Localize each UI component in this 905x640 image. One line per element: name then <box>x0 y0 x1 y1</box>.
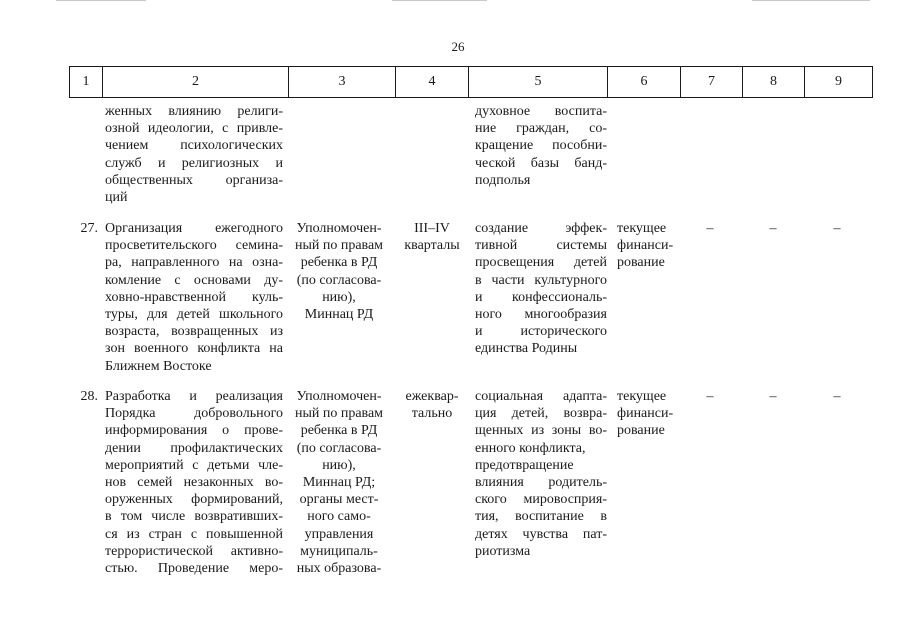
text-line: нов семей незаконных во- <box>105 475 283 491</box>
text-line: тия, воспитание в <box>475 509 607 525</box>
row-col9-value: – <box>833 221 841 236</box>
text-line: кварталы <box>404 238 460 254</box>
text-line: ных образова- <box>296 561 382 577</box>
text-line: ция детей, возвра- <box>475 406 607 422</box>
text-line: ций <box>105 190 128 205</box>
continuation-description <box>105 103 283 189</box>
text-line: служб и религиозных и <box>105 155 283 171</box>
text-line: зон военного конфликта на <box>105 341 283 357</box>
column-header: 6 <box>608 67 681 97</box>
text-line: и конфессиональ- <box>475 289 607 305</box>
text-line: Уполномочен- <box>296 389 382 404</box>
text-line: ского мировосприя- <box>475 492 607 508</box>
text-line: Разработка и реализация <box>105 389 283 404</box>
column-header: 8 <box>743 67 805 97</box>
text-line: озной идеологии, с привле- <box>105 121 283 137</box>
continuation-description-last-line <box>105 189 283 206</box>
text-line: женных влиянию религи- <box>105 104 283 119</box>
text-line: ребенка в РД <box>300 423 378 439</box>
text-line: информирования о прове- <box>105 423 283 439</box>
row-responsible <box>288 220 390 323</box>
text-line: органы мест- <box>299 492 379 508</box>
row-description-last-line <box>105 358 283 375</box>
text-line: ного многообразия <box>475 307 607 323</box>
text-line: текущее <box>617 389 667 404</box>
text-line: нию), <box>322 289 356 305</box>
text-line: тивной системы <box>475 238 607 254</box>
text-line: (по согласова- <box>296 272 382 288</box>
text-line: III–IV <box>414 221 450 236</box>
text-line: муниципаль- <box>300 543 378 559</box>
text-line: финанси- <box>617 406 674 422</box>
column-header: 2 <box>103 67 289 97</box>
text-line: текущее <box>617 221 667 236</box>
text-line: ный по правам <box>294 406 384 422</box>
text-line: возраста, возвращенных из <box>105 324 283 340</box>
text-line: детях чувства пат- <box>475 526 607 542</box>
text-line: финанси- <box>617 238 674 254</box>
text-line: ежеквар- <box>405 389 459 404</box>
text-line: стью. Проведение меро- <box>105 561 283 577</box>
column-header: 7 <box>681 67 743 97</box>
row-responsible <box>288 388 390 577</box>
row-result-last-line <box>475 340 607 357</box>
text-line: рование <box>617 423 665 439</box>
text-line: просвещения детей <box>475 255 607 271</box>
text-line: Порядка добровольного <box>105 406 283 422</box>
row-description <box>105 388 283 577</box>
text-line: оруженных формирований, <box>105 492 283 508</box>
text-line: духовное воспита- <box>475 104 607 119</box>
row-col7-value: – <box>706 389 714 404</box>
row-result-last-line <box>475 543 607 560</box>
text-line: ческой базы банд- <box>475 155 607 171</box>
text-line: рование <box>617 255 665 271</box>
row-result-continued <box>475 474 607 543</box>
text-line: в части культурного <box>475 272 607 288</box>
text-line: Ближнем Востоке <box>105 358 212 374</box>
text-line: подполья <box>475 173 531 188</box>
text-line: енного конфликта, <box>475 440 586 456</box>
continuation-result-last-line <box>475 172 607 189</box>
text-line: ребенка в РД <box>300 255 378 271</box>
row-description <box>105 220 283 358</box>
text-line: ние граждан, со- <box>475 121 607 137</box>
row-result <box>475 220 607 340</box>
text-line: кращение пособни- <box>475 138 607 154</box>
text-line: Уполномочен- <box>296 221 382 236</box>
column-header: 3 <box>289 67 396 97</box>
row-period <box>396 220 468 254</box>
text-line: и исторического <box>475 324 607 340</box>
text-line: влияния родитель- <box>475 475 607 490</box>
column-header: 4 <box>396 67 469 97</box>
column-header: 5 <box>469 67 608 97</box>
text-line: просветительского семина- <box>105 238 283 254</box>
scan-artifact <box>752 0 870 1</box>
row-result-short-line <box>475 440 607 474</box>
row-number: 28. <box>80 389 98 404</box>
row-col7-value: – <box>706 221 714 236</box>
row-funding <box>617 220 687 272</box>
row-col9-value: – <box>833 389 841 404</box>
scan-artifact <box>392 0 487 1</box>
row-col8-value: – <box>769 389 777 404</box>
row-period <box>396 388 468 422</box>
text-line: создание эффек- <box>475 221 607 236</box>
column-header: 9 <box>835 74 842 90</box>
text-line: нию), <box>322 457 356 473</box>
text-line: дении профилактических <box>105 440 283 456</box>
text-line: риотизма <box>475 543 531 559</box>
text-line: (по согласова- <box>296 440 382 456</box>
row-funding <box>617 388 687 440</box>
text-line: ся из стран с повышенной <box>105 526 283 542</box>
text-line: щенных из зоны во- <box>475 423 607 439</box>
text-line: предотвращение <box>475 457 574 473</box>
scan-artifact <box>56 0 146 1</box>
text-line: мероприятий с детьми чле- <box>105 457 283 473</box>
text-line: ного само- <box>307 509 371 525</box>
row-result <box>475 388 607 440</box>
page-number: 26 <box>451 39 465 54</box>
text-line: чением психологических <box>105 138 283 154</box>
text-line: социальная адапта- <box>475 389 607 404</box>
text-line: Миннац РД; <box>302 475 376 491</box>
text-line: ра, направленного на озна- <box>105 255 283 271</box>
text-line: туры, для детей школьного <box>105 307 283 323</box>
text-line: тально <box>411 406 453 422</box>
text-line: террористической активно- <box>105 543 283 559</box>
table-header-row <box>69 66 873 98</box>
text-line: Организация ежегодного <box>105 221 283 236</box>
text-line: единства Родины <box>475 341 578 357</box>
column-header: 1 <box>70 67 103 97</box>
text-line: общественных организа- <box>105 172 283 188</box>
text-line: в том числе возвративших- <box>105 509 283 525</box>
text-line: управления <box>304 526 374 542</box>
text-line: ховно-нравственной куль- <box>105 289 283 305</box>
text-line: Миннац РД <box>304 307 374 323</box>
row-col8-value: – <box>769 221 777 236</box>
row-number: 27. <box>80 221 98 236</box>
text-line: ный по правам <box>294 238 384 254</box>
text-line: комление с основами ду- <box>105 272 283 288</box>
continuation-result <box>475 103 607 172</box>
